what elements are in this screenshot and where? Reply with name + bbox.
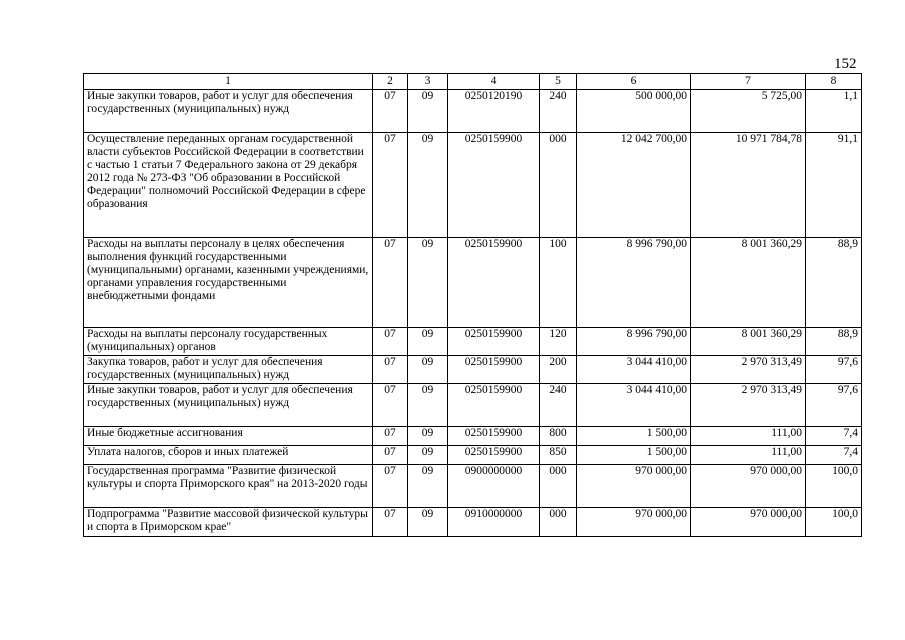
column-header: 1 — [84, 74, 373, 90]
table-row — [84, 238, 862, 328]
table-row — [84, 446, 862, 465]
column-header: 5 — [540, 74, 577, 90]
column-header: 4 — [448, 74, 540, 90]
subsection-code: 09 — [408, 90, 448, 133]
execution-percent: 91,1 — [806, 133, 862, 238]
planned-amount: 970 000,00 — [577, 465, 691, 508]
section-code: 07 — [373, 384, 408, 427]
table-row — [84, 356, 862, 384]
section-code: 07 — [373, 465, 408, 508]
target-article-code: 0250120190 — [448, 90, 540, 133]
target-article-code: 0250159900 — [448, 446, 540, 465]
expense-name: Подпрограмма "Развитие массовой физической культуры и спорта в Приморском крае" — [84, 508, 373, 537]
table-row — [84, 508, 862, 537]
execution-percent: 97,6 — [806, 356, 862, 384]
header-row — [84, 74, 862, 90]
section-code: 07 — [373, 508, 408, 537]
planned-amount: 12 042 700,00 — [577, 133, 691, 238]
planned-amount: 970 000,00 — [577, 508, 691, 537]
column-header: 3 — [408, 74, 448, 90]
execution-percent: 7,4 — [806, 427, 862, 446]
planned-amount: 1 500,00 — [577, 446, 691, 465]
section-code: 07 — [373, 328, 408, 356]
expense-type-code: 800 — [540, 427, 577, 446]
execution-percent: 100,0 — [806, 508, 862, 537]
subsection-code: 09 — [408, 328, 448, 356]
planned-amount: 500 000,00 — [577, 90, 691, 133]
planned-amount: 1 500,00 — [577, 427, 691, 446]
execution-percent: 1,1 — [806, 90, 862, 133]
executed-amount: 8 001 360,29 — [691, 238, 806, 328]
column-header: 7 — [691, 74, 806, 90]
expense-type-code: 200 — [540, 356, 577, 384]
section-code: 07 — [373, 446, 408, 465]
expense-type-code: 120 — [540, 328, 577, 356]
expense-name: Государственная программа "Развитие физической культуры и спорта Приморского края" на 2013-2020 годы — [84, 465, 373, 508]
expense-name: Расходы на выплаты персоналу государственных (муниципальных) органов — [84, 328, 373, 356]
budget-table — [83, 73, 862, 537]
expense-name: Иные бюджетные ассигнования — [84, 427, 373, 446]
section-code: 07 — [373, 356, 408, 384]
expense-name: Осуществление переданных органам государственной власти субъектов Российской Федерации в соответствии с частью 1 статьи 7 Федерального закона от 29 декабря 2012 года № 273-ФЗ "Об образовании в Российской Федерации" полномочий Российской Федерации в сфере образования — [84, 133, 373, 238]
section-code: 07 — [373, 427, 408, 446]
planned-amount: 3 044 410,00 — [577, 356, 691, 384]
expense-type-code: 000 — [540, 508, 577, 537]
table-row — [84, 384, 862, 427]
table-row — [84, 328, 862, 356]
execution-percent: 97,6 — [806, 384, 862, 427]
subsection-code: 09 — [408, 446, 448, 465]
expense-type-code: 000 — [540, 465, 577, 508]
target-article-code: 0910000000 — [448, 508, 540, 537]
section-code: 07 — [373, 90, 408, 133]
subsection-code: 09 — [408, 356, 448, 384]
table-row — [84, 465, 862, 508]
subsection-code: 09 — [408, 133, 448, 238]
executed-amount: 2 970 313,49 — [691, 384, 806, 427]
section-code: 07 — [373, 133, 408, 238]
target-article-code: 0250159900 — [448, 238, 540, 328]
target-article-code: 0900000000 — [448, 465, 540, 508]
target-article-code: 0250159900 — [448, 427, 540, 446]
table-row — [84, 90, 862, 133]
execution-percent: 88,9 — [806, 328, 862, 356]
executed-amount: 111,00 — [691, 446, 806, 465]
subsection-code: 09 — [408, 427, 448, 446]
expense-type-code: 240 — [540, 384, 577, 427]
executed-amount: 970 000,00 — [691, 508, 806, 537]
subsection-code: 09 — [408, 465, 448, 508]
planned-amount: 3 044 410,00 — [577, 384, 691, 427]
executed-amount: 2 970 313,49 — [691, 356, 806, 384]
expense-type-code: 850 — [540, 446, 577, 465]
executed-amount: 5 725,00 — [691, 90, 806, 133]
execution-percent: 100,0 — [806, 465, 862, 508]
subsection-code: 09 — [408, 508, 448, 537]
executed-amount: 10 971 784,78 — [691, 133, 806, 238]
target-article-code: 0250159900 — [448, 384, 540, 427]
expense-name: Уплата налогов, сборов и иных платежей — [84, 446, 373, 465]
execution-percent: 7,4 — [806, 446, 862, 465]
planned-amount: 8 996 790,00 — [577, 238, 691, 328]
expense-type-code: 100 — [540, 238, 577, 328]
table-row — [84, 427, 862, 446]
expense-name: Иные закупки товаров, работ и услуг для обеспечения государственных (муниципальных) нужд — [84, 90, 373, 133]
column-header: 2 — [373, 74, 408, 90]
planned-amount: 8 996 790,00 — [577, 328, 691, 356]
target-article-code: 0250159900 — [448, 356, 540, 384]
page-number: 152 — [834, 56, 857, 72]
column-header: 8 — [806, 74, 862, 90]
column-header: 6 — [577, 74, 691, 90]
table-row — [84, 133, 862, 238]
expense-type-code: 000 — [540, 133, 577, 238]
section-code: 07 — [373, 238, 408, 328]
executed-amount: 8 001 360,29 — [691, 328, 806, 356]
expense-name: Расходы на выплаты персоналу в целях обеспечения выполнения функций государственными (муниципальными) органами, казенными учреждениями, органами управления государственными внебюджетными фондами — [84, 238, 373, 328]
execution-percent: 88,9 — [806, 238, 862, 328]
expense-name: Иные закупки товаров, работ и услуг для обеспечения государственных (муниципальных) нужд — [84, 384, 373, 427]
target-article-code: 0250159900 — [448, 133, 540, 238]
expense-name: Закупка товаров, работ и услуг для обеспечения государственных (муниципальных) нужд — [84, 356, 373, 384]
target-article-code: 0250159900 — [448, 328, 540, 356]
expense-type-code: 240 — [540, 90, 577, 133]
subsection-code: 09 — [408, 238, 448, 328]
executed-amount: 111,00 — [691, 427, 806, 446]
subsection-code: 09 — [408, 384, 448, 427]
executed-amount: 970 000,00 — [691, 465, 806, 508]
